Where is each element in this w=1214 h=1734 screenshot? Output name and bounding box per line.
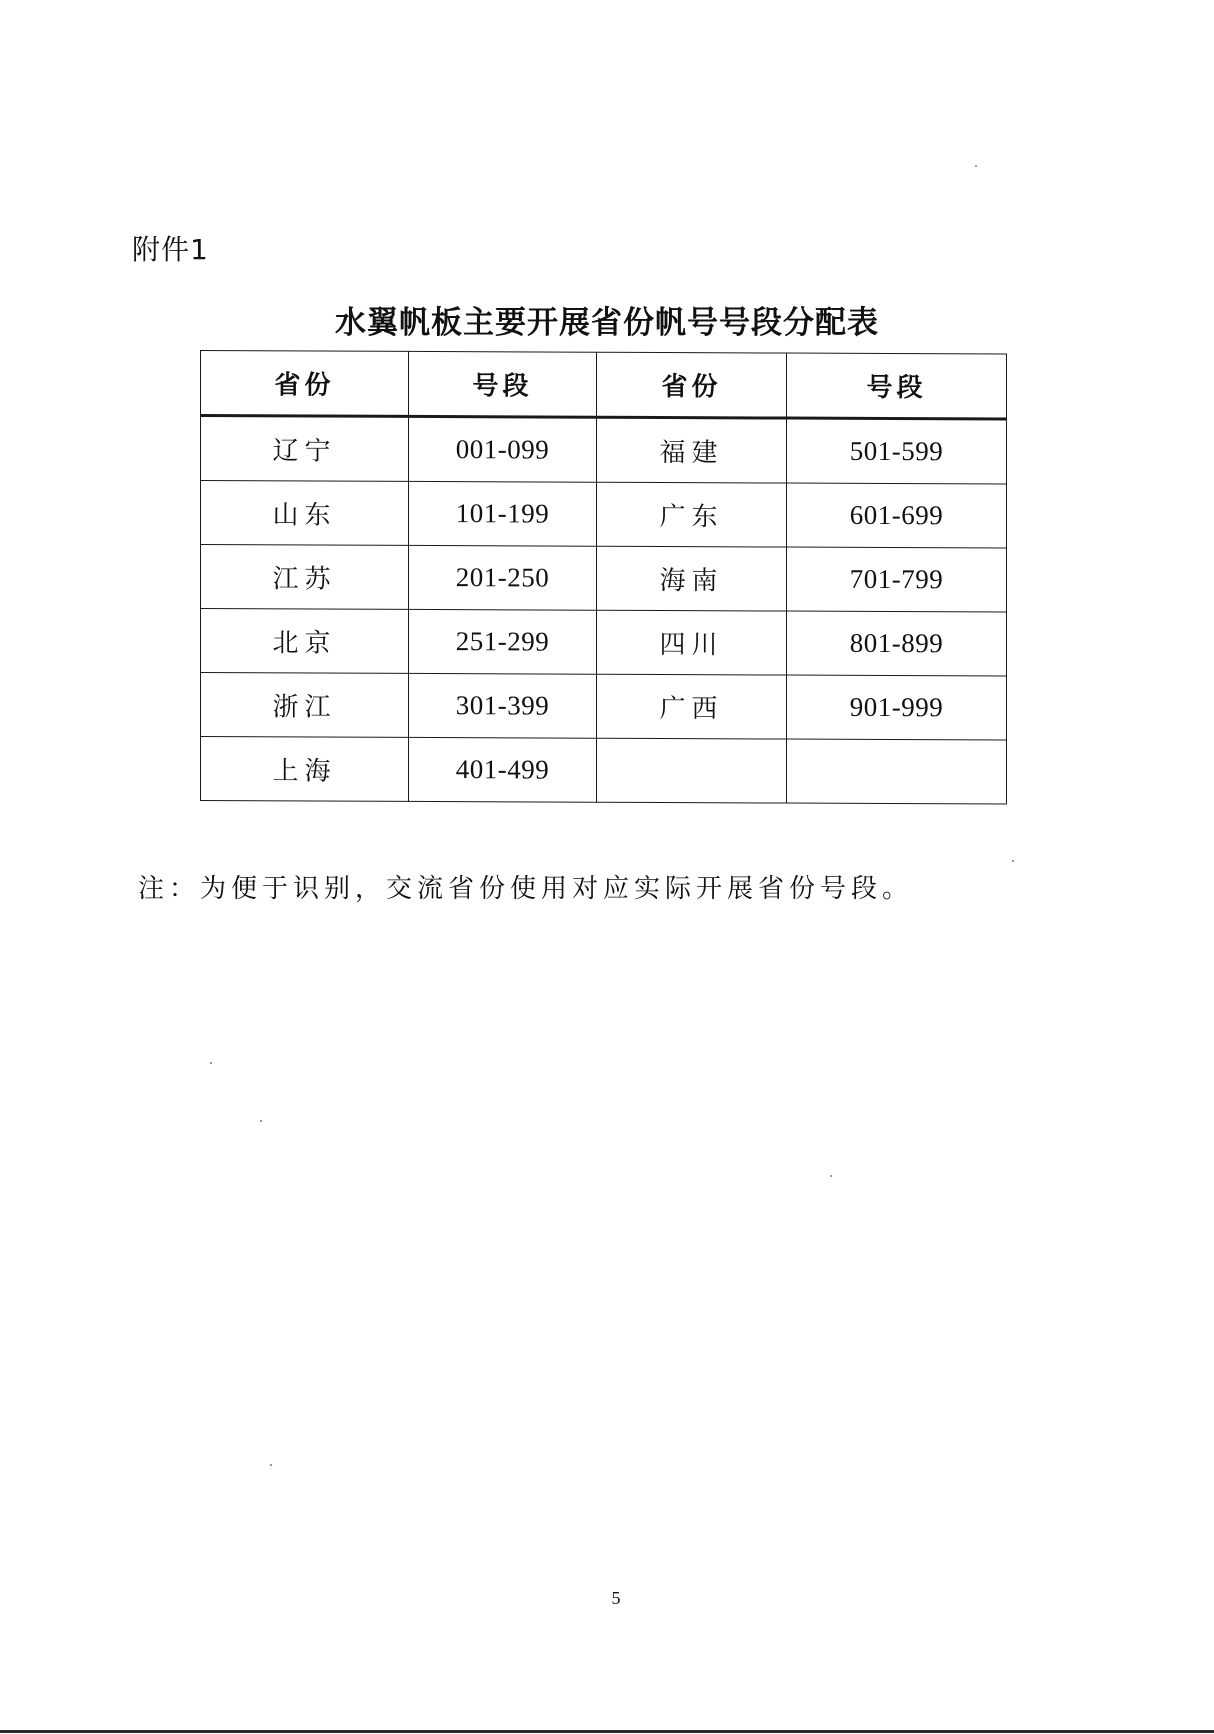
bottom-scan-edge [0, 1730, 1214, 1733]
page-number: 5 [611, 1588, 621, 1608]
scan-speck [975, 165, 977, 167]
scan-speck [830, 1175, 832, 1177]
table-row [201, 609, 1007, 677]
footnote: 注：为便于识别，交流省份使用对应实际开展省份号段。 [138, 874, 914, 904]
header-province-left: 省份 [201, 351, 409, 417]
range-cell: 201-250 [409, 545, 597, 610]
header-province-right: 省份 [597, 352, 787, 418]
province-cell: 广西 [597, 674, 787, 739]
province-cell: 浙江 [201, 673, 409, 738]
table-row [201, 737, 1007, 805]
province-cell: 上海 [201, 737, 409, 802]
range-cell: 901-999 [787, 675, 1007, 740]
table-row [201, 481, 1007, 549]
header-range-left: 号段 [409, 351, 597, 417]
range-cell: 101-199 [409, 481, 597, 546]
table-header-row [201, 351, 1007, 420]
table-row [201, 416, 1007, 485]
table-row [201, 673, 1007, 741]
province-cell: 江苏 [201, 545, 409, 610]
scan-speck [270, 1464, 272, 1466]
range-cell: 401-499 [409, 737, 597, 802]
province-cell: 四川 [597, 610, 787, 675]
document-title [0, 297, 1214, 342]
province-cell: 福建 [597, 417, 787, 483]
range-cell: 501-599 [787, 418, 1007, 484]
document-title-text: 水翼帆板主要开展省份帆号号段分配表 [335, 305, 879, 341]
sail-number-allocation-table [200, 350, 1007, 805]
range-cell: 301-399 [409, 673, 597, 738]
range-cell: 251-299 [409, 609, 597, 674]
scan-speck [210, 1062, 212, 1064]
table-row [201, 545, 1007, 613]
scan-speck [1012, 860, 1014, 862]
scan-speck [260, 1120, 262, 1122]
province-cell: 北京 [201, 609, 409, 674]
header-range-right: 号段 [787, 353, 1007, 419]
province-cell: 辽宁 [201, 416, 409, 482]
attachment-label: 附件1 [132, 233, 209, 266]
province-cell: 广东 [597, 482, 787, 547]
range-cell: 001-099 [409, 416, 597, 482]
province-cell: 海南 [597, 546, 787, 611]
province-cell: 山东 [201, 481, 409, 546]
range-cell: 701-799 [787, 547, 1007, 612]
empty-cell [597, 738, 787, 803]
range-cell: 601-699 [787, 483, 1007, 548]
range-cell: 801-899 [787, 611, 1007, 676]
empty-cell [787, 739, 1007, 804]
